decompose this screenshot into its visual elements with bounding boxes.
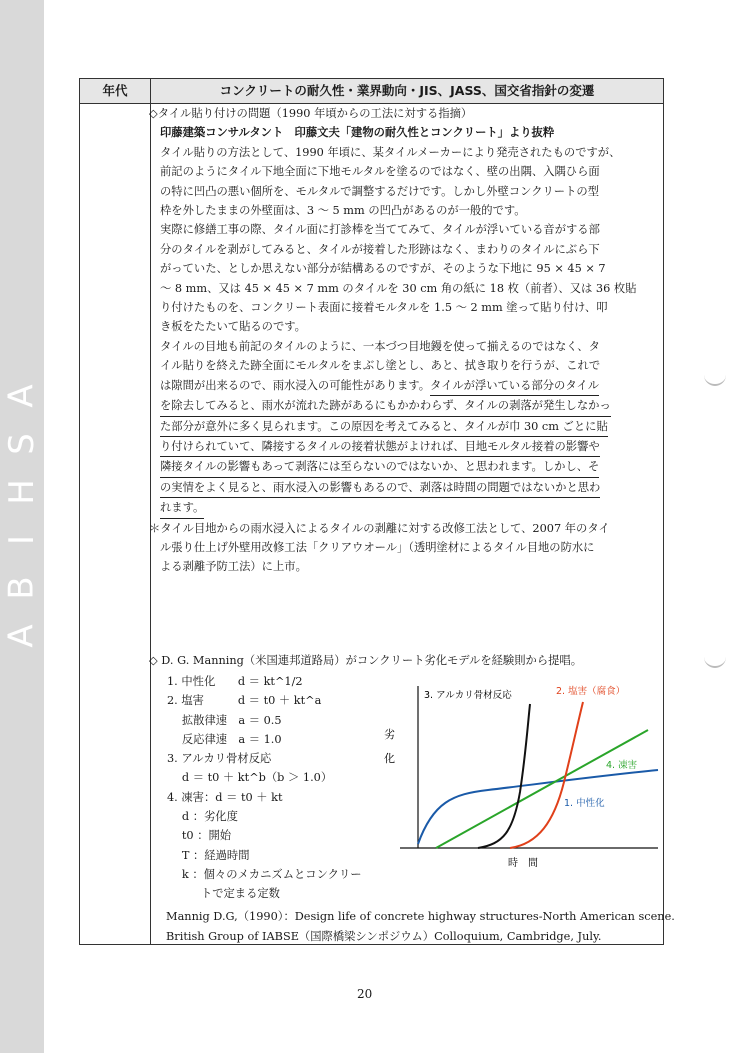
underlined-line: 隣接タイルの影響もあって剥落には至らないのではないか、と思われます。しかし、そ — [149, 457, 661, 477]
model-item: 反応律速 a ＝ 1.0 — [167, 732, 282, 746]
text-line: ～ 8 mm、又は 45 × 45 × 7 mm のタイルを 30 cm 角の紙に 18 枚（前者）、又は 36 枚貼 — [160, 281, 637, 295]
manning-heading: ◇ D. G. Manning（米国連邦道路局）がコンクリート劣化モデルを経験則から提唱。 — [149, 654, 583, 667]
text-line: タイル貼りの方法として、1990 年頃に、某タイルメーカーにより発売されたものですが、 — [160, 145, 621, 159]
text-line: り付けたものを、コンクリート表面に接着モルタルを 1.5 ～ 2 mm 塗って貼り付け、叩 — [160, 301, 608, 315]
y-axis-label-char: 化 — [384, 752, 395, 765]
model-item: d ＝ t0 ＋ kt^b（b ＞ 1.0） — [167, 771, 333, 785]
note-line: ＊タイル目地からの雨水浸入によるタイルの剥離に対する改修工法として、2007 年のタイ — [149, 521, 610, 535]
punch-hole-mark — [704, 374, 726, 386]
side-letter: B — [1, 574, 42, 600]
x-axis-label: 時 間 — [508, 858, 538, 869]
text-line: がっていた、としか思えない部分が結構あるのですが、そのような下地に 95 × 45 × 7 — [160, 262, 606, 276]
text-line: 分のタイルを剥がしてみると、タイルが接着した形跡はなく、まわりのタイルにぶら下 — [160, 242, 600, 256]
series-line-carbonation — [418, 770, 658, 844]
reference-line: British Group of IABSE（国際橋梁シンポジウム）Colloquium, Cambridge, July. — [166, 929, 602, 943]
y-axis-label-char: 劣 — [384, 728, 395, 741]
model-item: T ：経過時間 — [167, 848, 250, 862]
deterioration-chart — [378, 682, 663, 872]
tile-heading: ◇タイル貼り付けの問題（1990 年頃からの工法に対する指摘） — [149, 107, 473, 120]
underlined-text: タイルが浮いている部分のタイル — [430, 376, 599, 396]
text-line-mixed — [149, 376, 661, 396]
punch-hole-mark — [704, 656, 726, 668]
model-item: t0 ：開始 — [167, 829, 232, 843]
page-number: 20 — [357, 987, 373, 1001]
series-label-carbonation: 1. 中性化 — [564, 798, 605, 809]
model-item: 2. 塩害 d ＝ t0 ＋ kt^a — [167, 694, 322, 708]
note-line: よる剥離予防工法）に上市。 — [160, 560, 307, 574]
side-letter: H — [1, 477, 42, 505]
side-letter: A — [1, 382, 42, 408]
side-letter: S — [2, 431, 42, 455]
references — [166, 907, 675, 946]
tile-source: 印藤建築コンサルタント 印藤文夫「建物の耐久性とコンクリート」より抜粋 — [160, 125, 555, 140]
series-line-salt — [510, 702, 583, 848]
model-item: 4. 凍害：d ＝ t0 ＋ kt — [167, 790, 283, 804]
text-line: の特に凹凸の悪い個所を、モルタルで調整するだけです。しかし外壁コンクリートの型 — [160, 184, 600, 198]
manning-model-list — [167, 672, 362, 904]
model-item: d ：劣化度 — [167, 810, 238, 824]
note-line: ル張り仕上げ外壁用改修工法「クリアウオール」（透明塗材によるタイル目地の防水に — [160, 540, 595, 554]
series-line-alkali — [478, 704, 530, 848]
underlined-line: れます。 — [149, 498, 661, 518]
series-label-frost: 4. 凍害 — [606, 760, 638, 771]
text-line: 枠を外したままの外壁面は、3 ～ 5 mm の凹凸があるのが一般的です。 — [160, 204, 526, 218]
text-line: 前記のようにタイル下地全面に下地モルタルを塗るのではなく、壁の出隅、入隅ひら面 — [160, 165, 600, 179]
manning-section — [149, 651, 661, 670]
model-item: 3. アルカリ骨材反応 — [167, 752, 272, 766]
header-topic: コンクリートの耐久性・業界動向・JIS、JASS、国交省指針の変遷 — [219, 83, 595, 98]
text-line: 実際に修繕工事の際、タイル面に打診棒を当ててみて、タイルが浮いている音がする部 — [160, 223, 600, 237]
text-line: き板をたたいて貼るのです。 — [160, 320, 306, 334]
underlined-line: の実情をよく見ると、雨水浸入の影響もあるので、剥落は時間の問題ではないかと思わ — [149, 478, 661, 498]
text-line: イル貼りを終えた跡全面にモルタルをまぶし塗とし、あと、拭き取りを行うが、これで — [160, 359, 601, 373]
reference-line: Mannig D.G,（1990）：Design life of concrete highway structures-North American scene. — [166, 910, 675, 923]
model-item: トで定まる定数 — [167, 887, 280, 901]
series-label-salt: 2. 塩害（腐食） — [556, 686, 626, 697]
underlined-line: た部分が意外に多く見られます。この原因を考えてみると、タイルが巾 30 cm ごとに貼 — [149, 417, 661, 437]
model-item: 1. 中性化 d ＝ kt^1/2 — [167, 675, 303, 688]
model-item: k ：個々のメカニズムとコンクリー — [167, 867, 362, 881]
header-era: 年代 — [80, 79, 151, 103]
side-letter: A — [1, 622, 42, 648]
underlined-line: り付けられていて、隣接するタイルの接着状態がよければ、目地モルタル接着の影響や — [149, 437, 661, 457]
side-letter: I — [2, 532, 42, 546]
plain-text: は隙間が出来るので、雨水浸入の可能性があります。 — [160, 378, 430, 392]
series-label-alkali: 3. アルカリ骨材反応 — [424, 690, 512, 701]
tile-section — [149, 104, 661, 577]
side-vertical-title — [1, 378, 42, 652]
model-item: 拡散律速 a ＝ 0.5 — [167, 713, 282, 727]
underlined-line: を除去してみると、雨水が流れた跡があるにもかかわらず、タイルの剥落が発生しなかっ — [149, 396, 661, 416]
table-header — [80, 79, 663, 104]
text-line: タイルの目地も前記のタイルのように、一本づつ目地鏝を使って揃えるのではなく、タ — [160, 339, 600, 353]
